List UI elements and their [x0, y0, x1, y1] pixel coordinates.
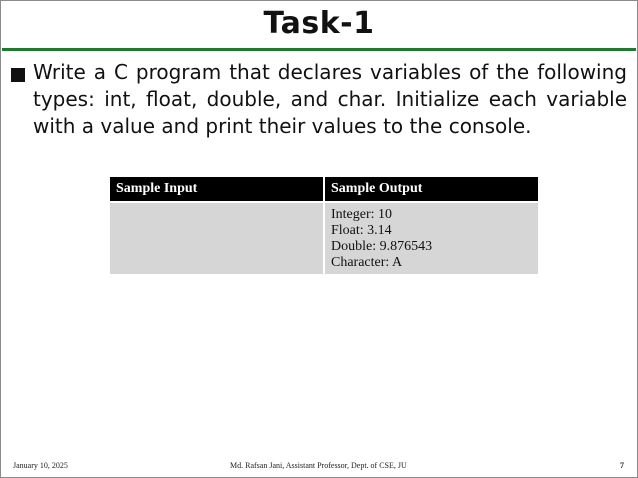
bullet-square-icon — [11, 68, 25, 82]
output-line-float: Float: 3.14 — [331, 223, 392, 238]
title-underline — [2, 48, 636, 51]
table-row — [110, 202, 538, 274]
header-sample-input: Sample Input — [110, 177, 324, 202]
output-line-double: Double: 9.876543 — [331, 239, 433, 254]
slide-title: Task-1 — [263, 6, 375, 41]
task-description: Write a C program that declares variables of the following types: int, float, double, and char. Initialize each variable with a value and print their values to the console. — [33, 60, 627, 138]
output-line-character: Character: A — [331, 255, 403, 270]
header-sample-output: Sample Output — [324, 177, 538, 202]
table-header-row — [110, 177, 538, 202]
footer-author: Md. Rafsan Jani, Assistant Professor, Dept. of CSE, JU — [230, 461, 407, 470]
sample-io-table — [110, 177, 538, 274]
sample-input-cell — [110, 202, 324, 274]
sample-output-cell — [324, 202, 538, 274]
footer-page-number: 7 — [620, 461, 624, 470]
output-line-integer: Integer: 10 — [331, 207, 393, 222]
footer-date: January 10, 2025 — [13, 461, 68, 470]
